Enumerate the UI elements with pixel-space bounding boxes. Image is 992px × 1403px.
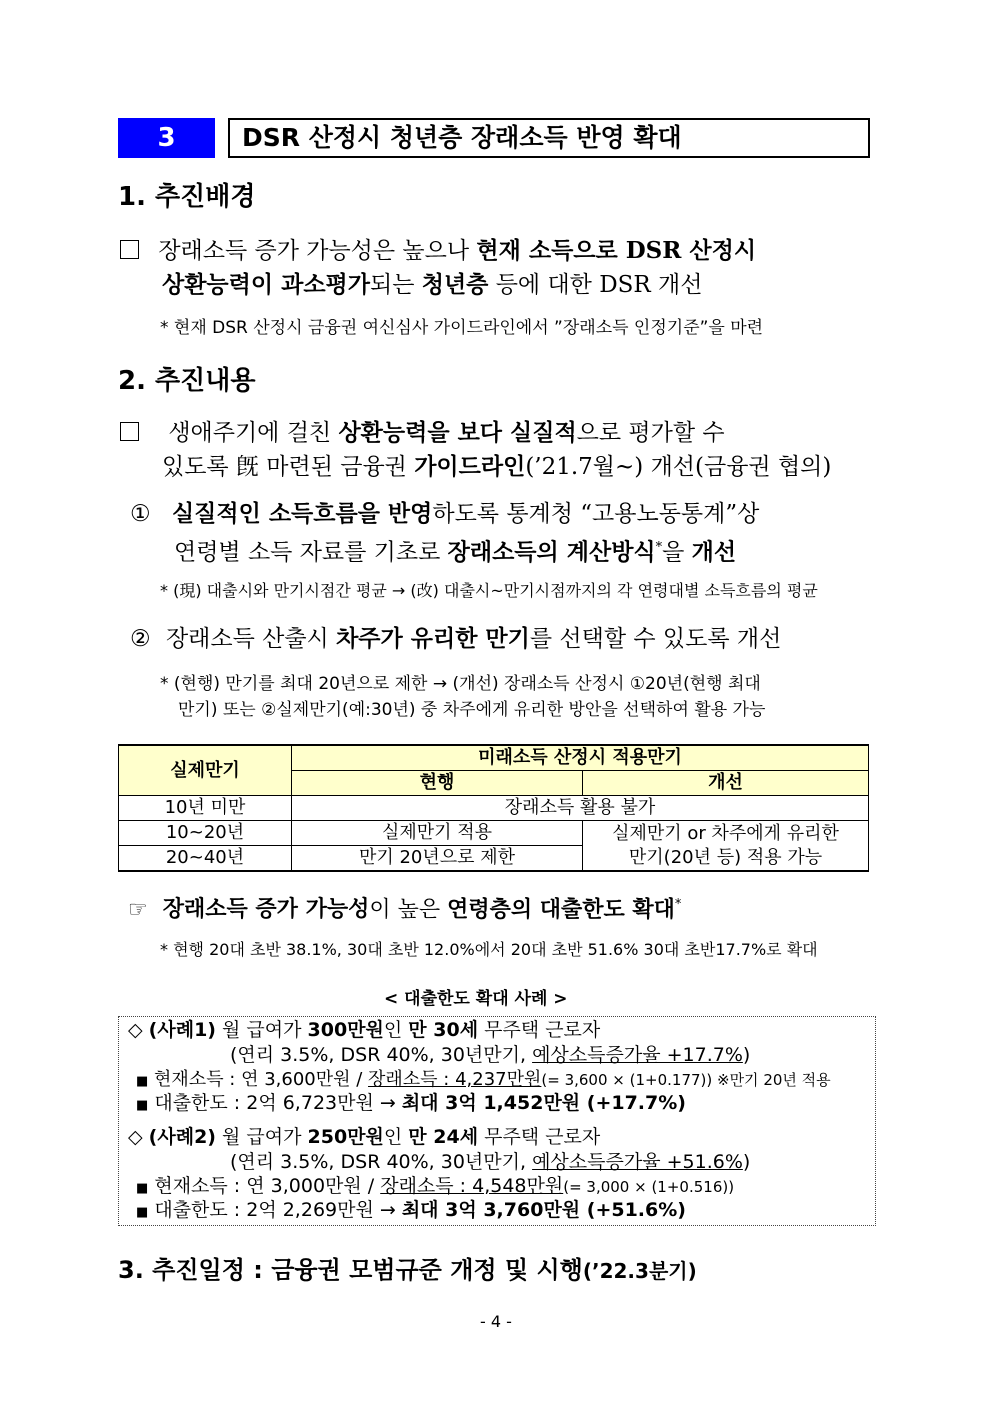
salary: 250만원 <box>307 1126 384 1148</box>
cell-term: 10~20년 <box>119 821 292 846</box>
header-improved: 개선 <box>583 771 869 796</box>
improved-line2: 만기(20년 등) 적용 가능 <box>628 846 823 868</box>
text: 대출한도 : 2억 6,723만원 → <box>154 1092 402 1114</box>
bullet-square-icon: ■ <box>136 1205 149 1220</box>
heading-background: 1. 추진배경 <box>118 182 256 212</box>
header-actual-maturity: 실제만기 <box>119 745 292 796</box>
header-current: 현행 <box>292 771 583 796</box>
text: (연리 3.5%, DSR 40%, 30년만기, <box>230 1151 533 1173</box>
footnote-star: * <box>674 897 682 912</box>
schedule-text: 3. 추진일정 : 금융권 모범규준 개정 및 시행 <box>118 1256 583 1284</box>
improved-line1: 실제만기 or 차주에게 유리한 <box>612 822 839 844</box>
emphasis: 장래소득 증가 가능성 <box>162 897 370 923</box>
case1-header <box>128 1019 600 1042</box>
checkbox-square-icon <box>120 240 139 259</box>
case2-bullet2 <box>136 1199 686 1224</box>
cases-title: < 대출한도 확대 사례 > <box>384 989 568 1009</box>
maturity-table <box>118 744 869 872</box>
text: ) <box>742 1044 751 1066</box>
footnote-star: * <box>655 540 663 555</box>
cell-current: 실제만기 적용 <box>292 821 583 846</box>
emphasis: 실질적인 소득흐름을 반영 <box>171 500 433 527</box>
text: 있도록 旣 마련된 금융권 <box>162 454 415 480</box>
item2-line <box>130 622 781 656</box>
text: 대출한도 : 2억 2,269만원 → <box>154 1199 402 1221</box>
text: 생애주기에 걸친 <box>168 420 339 446</box>
max-limit: 최대 3억 3,760만원 (+51.6%) <box>401 1199 686 1221</box>
text: 를 선택할 수 있도록 개선 <box>529 626 782 652</box>
schedule-line <box>118 1250 697 1285</box>
table-row <box>119 821 869 846</box>
age: 만 30세 <box>408 1019 479 1041</box>
text: 되는 <box>369 272 422 298</box>
item1-number: ① <box>130 501 151 527</box>
result-note: * 현행 20대 초반 38.1%, 30대 초반 12.0%에서 20대 초반 51.6% 30대 초반17.7%로 확대 <box>160 940 818 959</box>
content-para-line1 <box>120 416 725 450</box>
emphasis: 연령층의 대출한도 확대 <box>447 897 675 923</box>
cell-term: 10년 미만 <box>119 796 292 821</box>
table-row <box>119 796 869 821</box>
cell-improved <box>583 821 869 872</box>
max-limit: 최대 3억 1,452만원 (+17.7%) <box>401 1092 686 1114</box>
text: 장래소득 증가 가능성은 높으나 <box>158 238 477 264</box>
heading-content: 2. 추진내용 <box>118 366 256 396</box>
formula: (= 3,000 × (1+0.516)) <box>563 1178 735 1196</box>
formula: (= 3,600 × (1+0.177)) ※만기 20년 적용 <box>541 1071 831 1089</box>
section-number: 3 <box>118 118 215 158</box>
future-income: 장래소득 : 4,237만원 <box>368 1069 542 1090</box>
text: 연령별 소득 자료를 기초로 <box>174 539 448 566</box>
emphasis: 차주가 유리한 만기 <box>336 625 530 652</box>
emphasis: 개선 <box>691 538 737 566</box>
emphasis: 현재 소득으로 DSR 산정시 <box>476 237 757 264</box>
bullet-square-icon: ■ <box>136 1074 149 1089</box>
text: 장래소득 산출시 <box>165 626 337 652</box>
schedule-period: (’22.3분기) <box>582 1259 697 1283</box>
item1-line2 <box>174 531 736 570</box>
text: 무주택 근로자 <box>478 1126 601 1148</box>
result-line <box>128 888 681 927</box>
section-title: DSR 산정시 청년층 장래소득 반영 확대 <box>228 118 870 158</box>
cell-merged: 장래소득 활용 불가 <box>292 796 869 821</box>
emphasis: 가이드라인 <box>414 453 526 480</box>
text: ) <box>742 1151 751 1173</box>
text: 하도록 통계청 “고용노동통계”상 <box>432 501 760 527</box>
future-income: 장래소득 : 4,548만원 <box>380 1175 564 1197</box>
text: 현재소득 : 연 3,000만원 / <box>154 1175 381 1197</box>
case2-conditions <box>230 1151 750 1174</box>
case-label: (사례1) <box>148 1019 216 1041</box>
growth-rate: 예상소득증가율 +51.6% <box>532 1151 743 1173</box>
text: 을 <box>662 539 692 566</box>
text: 으로 평가할 수 <box>576 420 725 446</box>
pointer-hand-icon: ☞ <box>128 897 148 923</box>
content-para-line2 <box>162 450 831 484</box>
text: (’21.7월~) 개선(금융권 협의) <box>525 454 832 480</box>
background-para-line1 <box>120 234 756 268</box>
item1-line1 <box>130 497 759 531</box>
emphasis: 상환능력이 과소평가 <box>162 271 370 298</box>
emphasis: 청년층 <box>421 271 489 298</box>
text: 인 <box>383 1019 409 1041</box>
cell-current: 만기 20년으로 제한 <box>292 846 583 872</box>
text: 월 급여가 <box>215 1126 308 1148</box>
item2-number: ② <box>130 626 151 652</box>
emphasis: 장래소득의 계산방식 <box>447 538 656 566</box>
diamond-icon: ◇ <box>128 1019 143 1041</box>
item2-note-line1: * (현행) 만기를 최대 20년으로 제한 → (개선) 장래소득 산정시 ①20년(현행 최대 <box>160 674 761 694</box>
text: 현재소득 : 연 3,600만원 / <box>154 1069 369 1090</box>
page-number: - 4 - <box>480 1312 512 1331</box>
bullet-square-icon: ■ <box>136 1181 149 1196</box>
checkbox-square-icon <box>120 422 139 441</box>
text: 월 급여가 <box>215 1019 308 1041</box>
cell-term: 20~40년 <box>119 846 292 872</box>
text: 이 높은 <box>369 897 448 923</box>
item1-note: * (現) 대출시와 만기시점간 평균 → (改) 대출시~만기시점까지의 각 연령대별 소득흐름의 평균 <box>160 581 818 600</box>
background-note: * 현재 DSR 산정시 금융권 여신심사 가이드라인에서 ”장래소득 인정기준”을 마련 <box>160 318 764 338</box>
text: 등에 대한 DSR 개선 <box>488 272 703 298</box>
salary: 300만원 <box>307 1019 384 1041</box>
case1-conditions <box>230 1044 750 1067</box>
age: 만 24세 <box>408 1126 479 1148</box>
text: 인 <box>383 1126 409 1148</box>
case1-bullet2 <box>136 1092 686 1117</box>
item2-note-line2: 만기) 또는 ②실제만기(예:30년) 중 차주에게 유리한 방안을 선택하여 활용 가능 <box>178 700 766 720</box>
text: 무주택 근로자 <box>478 1019 601 1041</box>
case2-bullet1 <box>136 1175 734 1200</box>
case-label: (사례2) <box>148 1126 216 1148</box>
case2-header <box>128 1126 600 1149</box>
header-future-income-maturity: 미래소득 산정시 적용만기 <box>292 745 869 771</box>
background-para-line2 <box>162 268 702 302</box>
case1-bullet1 <box>136 1068 831 1093</box>
growth-rate: 예상소득증가율 +17.7% <box>532 1044 743 1066</box>
text: (연리 3.5%, DSR 40%, 30년만기, <box>230 1044 533 1066</box>
bullet-square-icon: ■ <box>136 1098 149 1113</box>
diamond-icon: ◇ <box>128 1126 143 1148</box>
emphasis: 상환능력을 보다 실질적 <box>338 419 577 446</box>
